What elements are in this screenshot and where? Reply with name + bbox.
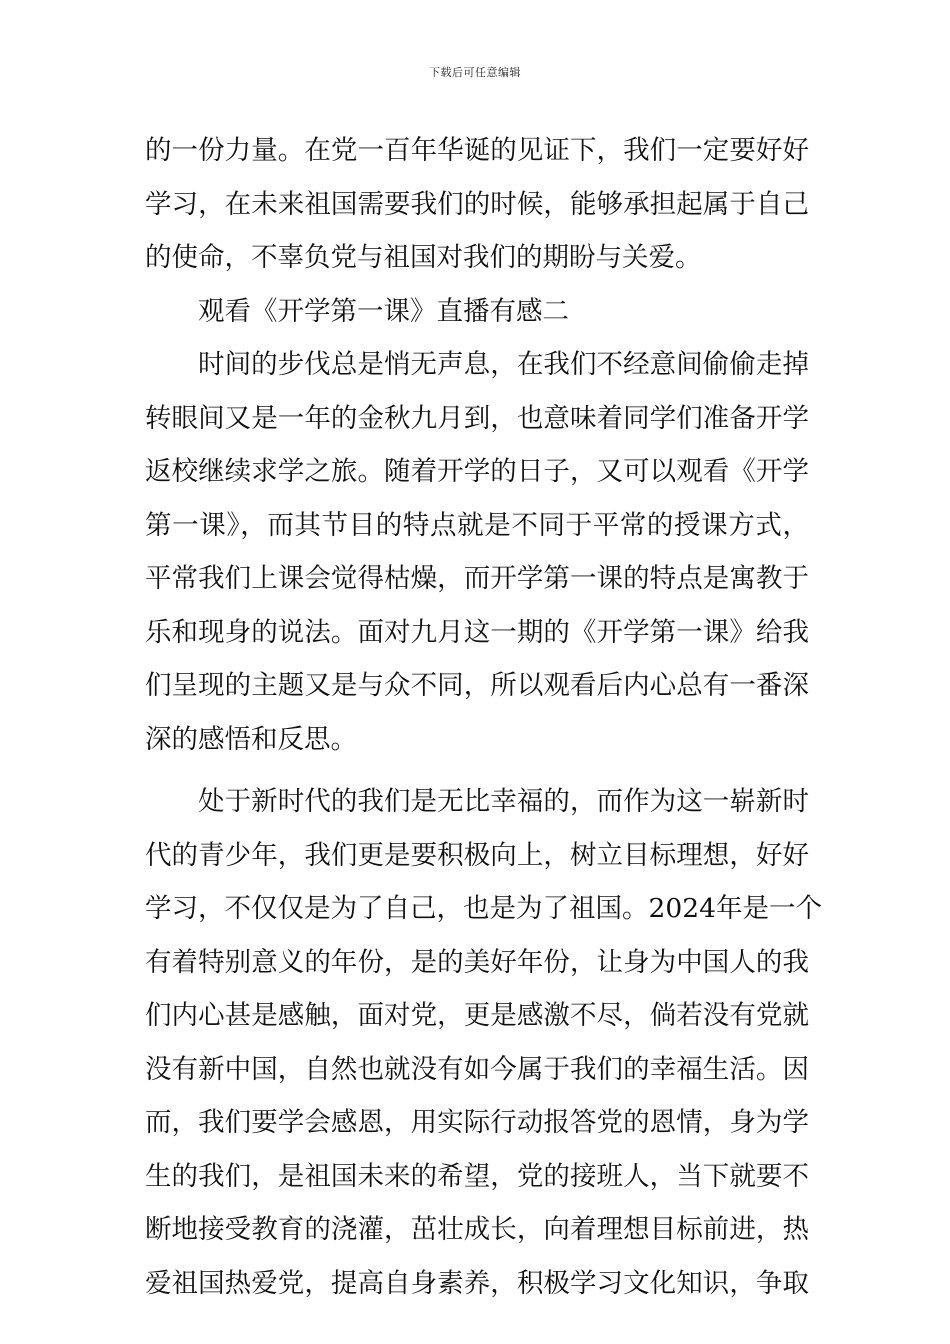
text-line: 观看《开学第一课》直播有感二 [198,295,569,327]
text-line: 们呈现的主题又是与众不同，所以观看后内心总有一番深 [145,670,809,701]
text-line: 有着特别意义的年份，是的美好年份，让身为中国人的我 [145,946,809,978]
text-line: 生的我们，是祖国未来的希望，党的接班人，当下就要不 [145,1160,809,1192]
text-line: 返校继续求学之旅。随着开学的日子，又可以观看《开学 [145,456,809,487]
paragraph [145,124,809,285]
text-line: 们内心甚是感触，面对党，更是感激不尽，倘若没有党就 [145,1000,809,1031]
section-heading [145,285,809,339]
text-line: 断地接受教育的浇灌，茁壮成长，向着理想目标前进，热 [145,1214,809,1245]
paragraph [145,338,809,766]
page-header: 下载后可任意编辑 [429,66,521,79]
body-text [145,124,822,1310]
text-line: 第一课》，而其节目的特点就是不同于平常的授课方式， [145,509,809,541]
text-line: 代的青少年，我们更是要积极向上，树立目标理想，好好 [145,839,809,871]
text-line: 爱祖国热爱党，提高自身素养，积极学习文化知识，争取 [145,1267,809,1299]
text-line: 学习，不仅仅是为了自己，也是为了祖国。2024年是一个 [145,893,822,924]
text-line: 的使命，不辜负党与祖国对我们的期盼与关爱。 [145,242,702,273]
text-line: 平常我们上课会觉得枯燥，而开学第一课的特点是寓教于 [145,563,809,594]
text-line: 处于新时代的我们是无比幸福的，而作为这一崭新时 [198,786,809,817]
text-line: 的一份力量。在党一百年华诞的见证下，我们一定要好好 [145,135,809,166]
text-line: 乐和现身的说法。面对九月这一期的《开学第一课》给我 [145,616,809,648]
paragraph [145,775,822,1310]
text-line: 而，我们要学会感恩，用实际行动报答党的恩情，身为学 [145,1107,809,1138]
text-line: 没有新中国，自然也就没有如今属于我们的幸福生活。因 [145,1053,809,1085]
text-line: 转眼间又是一年的金秋九月到，也意味着同学们准备开学 [145,402,809,434]
text-line: 学习，在未来祖国需要我们的时候，能够承担起属于自己 [145,188,809,220]
paragraph-gap [145,766,809,775]
text-line: 深的感悟和反思。 [145,723,357,755]
text-line: 时间的步伐总是悄无声息，在我们不经意间偷偷走掉 [198,349,809,380]
